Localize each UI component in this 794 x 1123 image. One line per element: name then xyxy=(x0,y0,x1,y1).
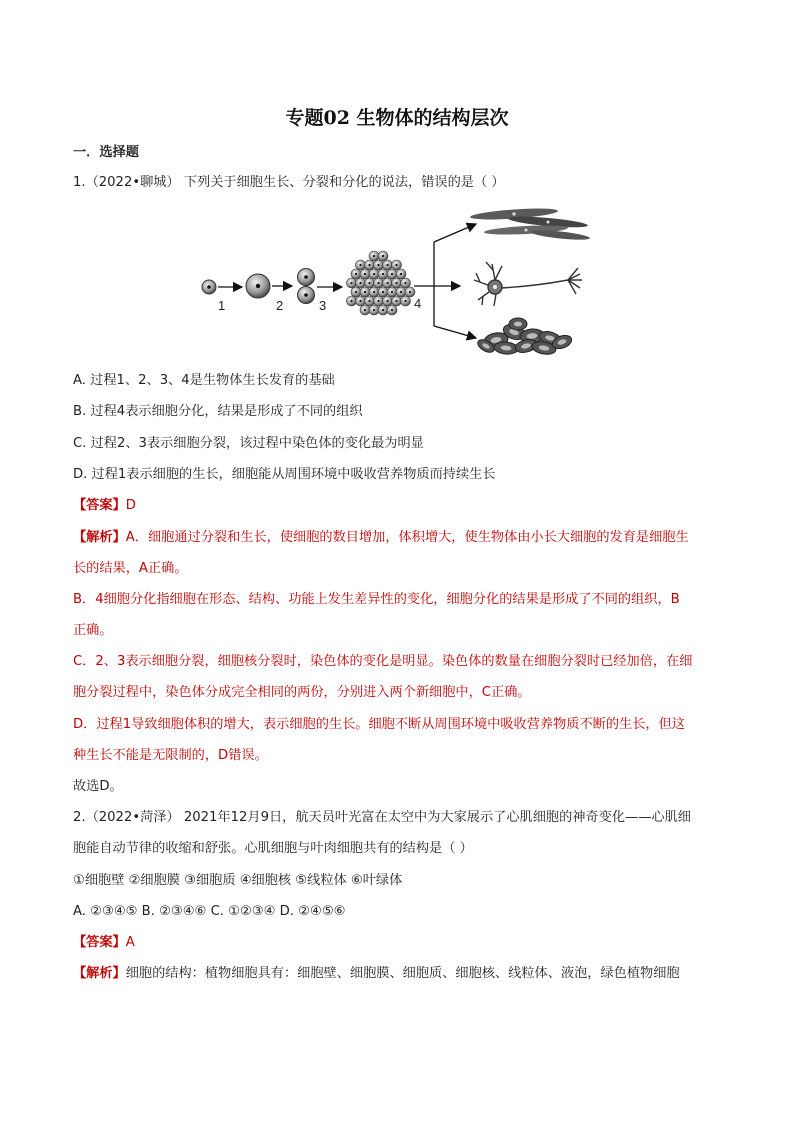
cluster-cell-nucleus xyxy=(368,300,370,302)
cluster-cell-nucleus xyxy=(400,273,402,275)
blood-cell-center xyxy=(514,322,522,327)
small-cell xyxy=(202,280,216,294)
q1-analysis-line: 正确。 xyxy=(73,623,113,638)
q1-conclusion: 故选D。 xyxy=(73,779,123,794)
cluster-cell-nucleus xyxy=(386,264,388,266)
answer-tag: 【答案】 xyxy=(73,498,126,513)
cluster-cell-nucleus xyxy=(395,300,397,302)
cluster-cell-nucleus xyxy=(364,273,366,275)
cell-process-diagram xyxy=(196,200,596,360)
muscle-tissue xyxy=(470,206,590,241)
q2-items: ①细胞壁 ②细胞膜 ③细胞质 ④细胞核 ⑤线粒体 ⑥叶绿体 xyxy=(73,873,403,888)
cluster-cell-nucleus xyxy=(368,282,370,284)
q1-analysis-line: 长的结果，A正确。 xyxy=(73,561,188,576)
q2-answer xyxy=(73,933,135,953)
cluster-cell-nucleus xyxy=(400,291,402,293)
q1-analysis-line: 种生长不能是无限制的，D错误。 xyxy=(73,748,268,763)
differentiation-arrows xyxy=(414,224,476,338)
cluster-cell-nucleus xyxy=(382,255,384,257)
label-3: 3 xyxy=(319,298,327,313)
q2-analysis-line xyxy=(73,964,680,984)
q1-analysis-line xyxy=(73,528,689,548)
cluster-cell-nucleus xyxy=(377,282,379,284)
cluster-cell-nucleus xyxy=(377,264,379,266)
cluster-cell-nucleus xyxy=(373,255,375,257)
section-heading: 一．选择题 xyxy=(73,145,139,160)
analysis-tag: 【解析】 xyxy=(73,530,126,545)
dividing-cells xyxy=(298,269,315,304)
cluster-cell-nucleus xyxy=(391,273,393,275)
q1-option-b: B. 过程4表示细胞分化，结果是形成了不同的组织 xyxy=(73,404,363,419)
analysis-tag: 【解析】 xyxy=(73,966,126,981)
cluster-cell-nucleus xyxy=(359,264,361,266)
q1-option-a: A. 过程1、2、3、4是生物体生长发育的基础 xyxy=(73,373,335,388)
cluster-cell-nucleus xyxy=(377,300,379,302)
q1-stem: 1.（2022•聊城） 下列关于细胞生长、分裂和分化的说法，错误的是（ ） xyxy=(73,175,505,190)
cluster-cell-nucleus xyxy=(355,273,357,275)
cell-cluster xyxy=(347,251,416,315)
cluster-cell-nucleus xyxy=(368,264,370,266)
cluster-cell-nucleus xyxy=(350,282,352,284)
q2-stem: 2.（2022•菏泽） 2021年12月9日，航天员叶光富在太空中为大家展示了心肌细胞的神奇变化——心肌细 xyxy=(73,810,691,825)
cluster-cell-nucleus xyxy=(391,291,393,293)
q1-analysis-line: D．过程1导致细胞体积的增大，表示细胞的生长。细胞不断从周围环境中吸收营养物质不断的生长，但这 xyxy=(73,717,685,732)
q1-option-d: D. 过程1表示细胞的生长，细胞能从周围环境中吸收营养物质而持续生长 xyxy=(73,467,496,482)
cluster-cell-nucleus xyxy=(395,282,397,284)
q1-answer xyxy=(73,496,136,516)
cluster-cell-nucleus xyxy=(373,291,375,293)
cluster-cell-nucleus xyxy=(386,282,388,284)
q1-analysis-line: B．4细胞分化指细胞在形态、结构、功能上发生差异性的变化，细胞分化的结果是形成了不同的组织，B xyxy=(73,592,680,607)
cluster-cell-nucleus xyxy=(373,309,375,311)
cluster-cell-nucleus xyxy=(359,300,361,302)
nerve-cell xyxy=(474,262,582,306)
label-4: 4 xyxy=(414,296,422,311)
analysis-text: 细胞的结构：植物细胞具有：细胞壁、细胞膜、细胞质、细胞核、线粒体、液泡，绿色植物细胞 xyxy=(125,966,680,981)
cluster-cell-nucleus xyxy=(355,291,357,293)
q1-option-c: C. 过程2、3表示细胞分裂，该过程中染色体的变化最为明显 xyxy=(73,436,424,451)
cluster-cell-nucleus xyxy=(382,309,384,311)
cluster-cell-nucleus xyxy=(364,291,366,293)
cluster-cell-nucleus xyxy=(373,273,375,275)
label-2: 2 xyxy=(276,298,284,313)
cell-process-figure xyxy=(196,200,596,360)
answer-value: D xyxy=(125,498,136,513)
analysis-text: A．细胞通过分裂和生长，使细胞的数目增加，体积增大，使生物体由小长大细胞的发育是细胞生 xyxy=(125,530,689,545)
answer-tag: 【答案】 xyxy=(73,935,126,950)
label-1: 1 xyxy=(218,298,226,313)
cluster-cell-nucleus xyxy=(395,264,397,266)
cluster-cell-nucleus xyxy=(359,282,361,284)
cluster-cell-nucleus xyxy=(404,300,406,302)
cluster-cell-nucleus xyxy=(382,291,384,293)
grown-cell xyxy=(246,274,270,298)
page-title: 专题02 生物体的结构层次 xyxy=(285,107,509,129)
cluster-cell-nucleus xyxy=(364,309,366,311)
q1-analysis-line: 胞分裂过程中，染色体分成完全相同的两份，分别进入两个新细胞中，C正确。 xyxy=(73,685,531,700)
cluster-cell-nucleus xyxy=(386,300,388,302)
cluster-cell-nucleus xyxy=(391,309,393,311)
blood-cells xyxy=(476,318,574,356)
cluster-cell-nucleus xyxy=(409,291,411,293)
answer-value: A xyxy=(125,935,135,950)
cluster-cell-nucleus xyxy=(350,300,352,302)
q1-analysis-line: C．2、3表示细胞分裂，细胞核分裂时，染色体的变化是明显。染色体的数量在细胞分裂时已经加倍，在细 xyxy=(73,654,693,669)
q2-options: A. ②③④⑤ B. ②③④⑥ C. ①②③④ D. ②④⑤⑥ xyxy=(73,904,346,919)
cluster-cell-nucleus xyxy=(404,282,406,284)
q2-stem: 胞能自动节律的收缩和舒张。心肌细胞与叶肉细胞共有的结构是（ ） xyxy=(73,841,473,856)
cluster-cell-nucleus xyxy=(382,273,384,275)
